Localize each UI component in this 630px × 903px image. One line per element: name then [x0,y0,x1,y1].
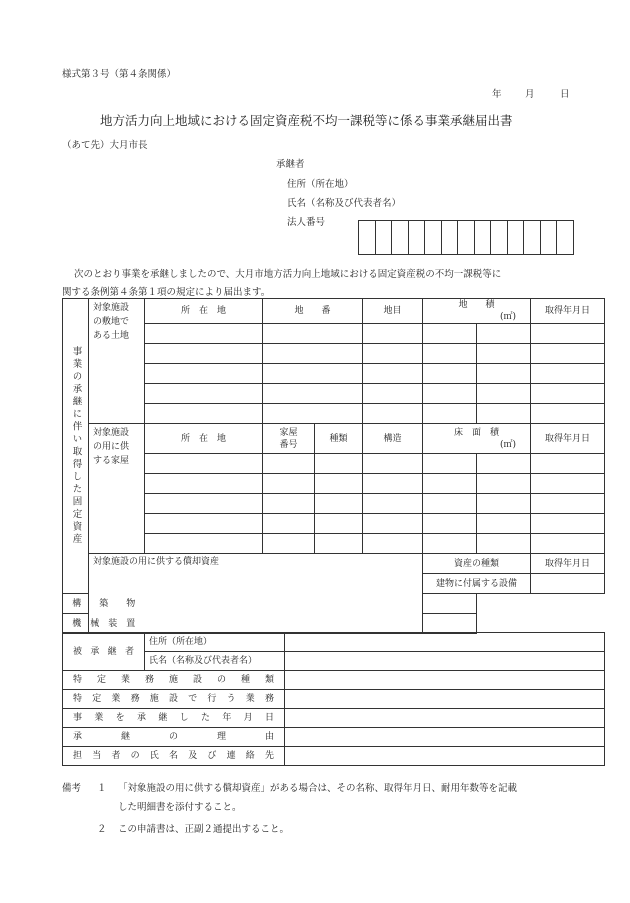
building-floor-unit: (㎡) [500,439,517,450]
date-year: 年 [492,89,502,100]
land-area-label: 地 積 [458,300,495,310]
form-number: 様式第３号（第４条関係） [62,69,177,80]
facility-business-label: 特定業務施設で行う業務 [63,690,285,709]
note-1-number: １ [97,783,107,794]
successor-address-label: 住所（所在地） [287,179,354,190]
building-location-header: 所 在 地 [145,424,263,454]
building-acquired-header: 取得年月日 [531,424,605,454]
asset-type-equipment: 建物に付属する設備 [423,574,531,594]
facility-type-field[interactable] [285,671,605,690]
predecessor-name-label: 氏名（名称及び代表者名） [145,652,285,671]
document-title: 地方活力向上地域における固定資産税不均一課税等に係る事業承継届出書 [100,113,513,128]
corporate-number-boxes[interactable] [358,220,574,255]
building-floor-header [423,424,531,454]
land-label: 対象施設 の敷地で ある土地 [89,299,145,424]
facility-type-label: 特定業務施設の種類 [63,671,285,690]
building-floor-label: 床 面 積 [454,427,500,438]
land-category-header: 地目 [363,299,423,324]
date-month: 月 [525,89,535,100]
succession-date-field[interactable] [285,709,605,728]
notes-label: 備考 [62,783,82,794]
land-acquired-header: 取得年月日 [531,299,605,324]
note-2-text: この申請書は、正副２通提出すること。 [118,824,290,835]
successor-label: 承継者 [276,159,305,170]
asset-table [62,298,605,634]
date-day: 日 [560,89,570,100]
contact-person-field[interactable] [285,747,605,766]
note-2-number: ２ [97,824,107,835]
asset-type-header: 資産の種類 [423,554,531,574]
note-1-text-b: した明細書を添付すること。 [118,802,242,813]
building-kind-header: 種類 [315,424,363,454]
body-text-line2: 関する条例第４条第１項の規定により届出ます。 [62,287,271,298]
building-structure-header: 構造 [363,424,423,454]
depreciable-acquired-header: 取得年月日 [531,554,605,574]
contact-person-label: 担当者の氏名及び連絡先 [63,747,285,766]
succession-reason-field[interactable] [285,728,605,747]
predecessor-name-field[interactable] [285,652,605,671]
note-1-text-a: 「対象施設の用に供する償却資産」がある場合は、その名称、取得年月日、耐用年数等を記載 [118,783,518,794]
predecessor-label: 被承継者 [63,633,145,671]
corporate-number-label: 法人番号 [287,217,326,228]
succession-date-label: 事業を承継した年月日 [63,709,285,728]
land-area-unit: (㎡) [500,312,517,322]
building-house-no-header: 家屋 番号 [263,424,315,454]
land-area-header [423,299,531,324]
predecessor-address-field[interactable] [285,633,605,652]
details-table [62,632,605,766]
predecessor-address-label: 住所（所在地） [145,633,285,652]
addressee: （あて先）大月市長 [62,140,148,151]
building-label: 対象施設 の用に供 する家屋 [89,424,145,554]
asset-type-structure: 構 築 物 [63,594,145,614]
depreciable-asset-label[interactable]: 対象施設の用に供する償却資産 [89,554,423,634]
asset-type-machinery: 機 械 装 置 [63,614,145,634]
successor-name-label: 氏名（名称及び代表者名） [287,198,402,209]
side-label: 事業の承継に伴い取得した固定資産 [70,346,82,546]
facility-business-field[interactable] [285,690,605,709]
side-label-cell [63,299,89,594]
body-text-line1: 次のとおり事業を承継しましたので、大月市地方活力向上地域における固定資産税の不均一課税等に [74,269,502,280]
land-lot-header: 地 番 [263,299,363,324]
land-location-header: 所 在 地 [145,299,263,324]
succession-reason-label: 承継の理由 [63,728,285,747]
